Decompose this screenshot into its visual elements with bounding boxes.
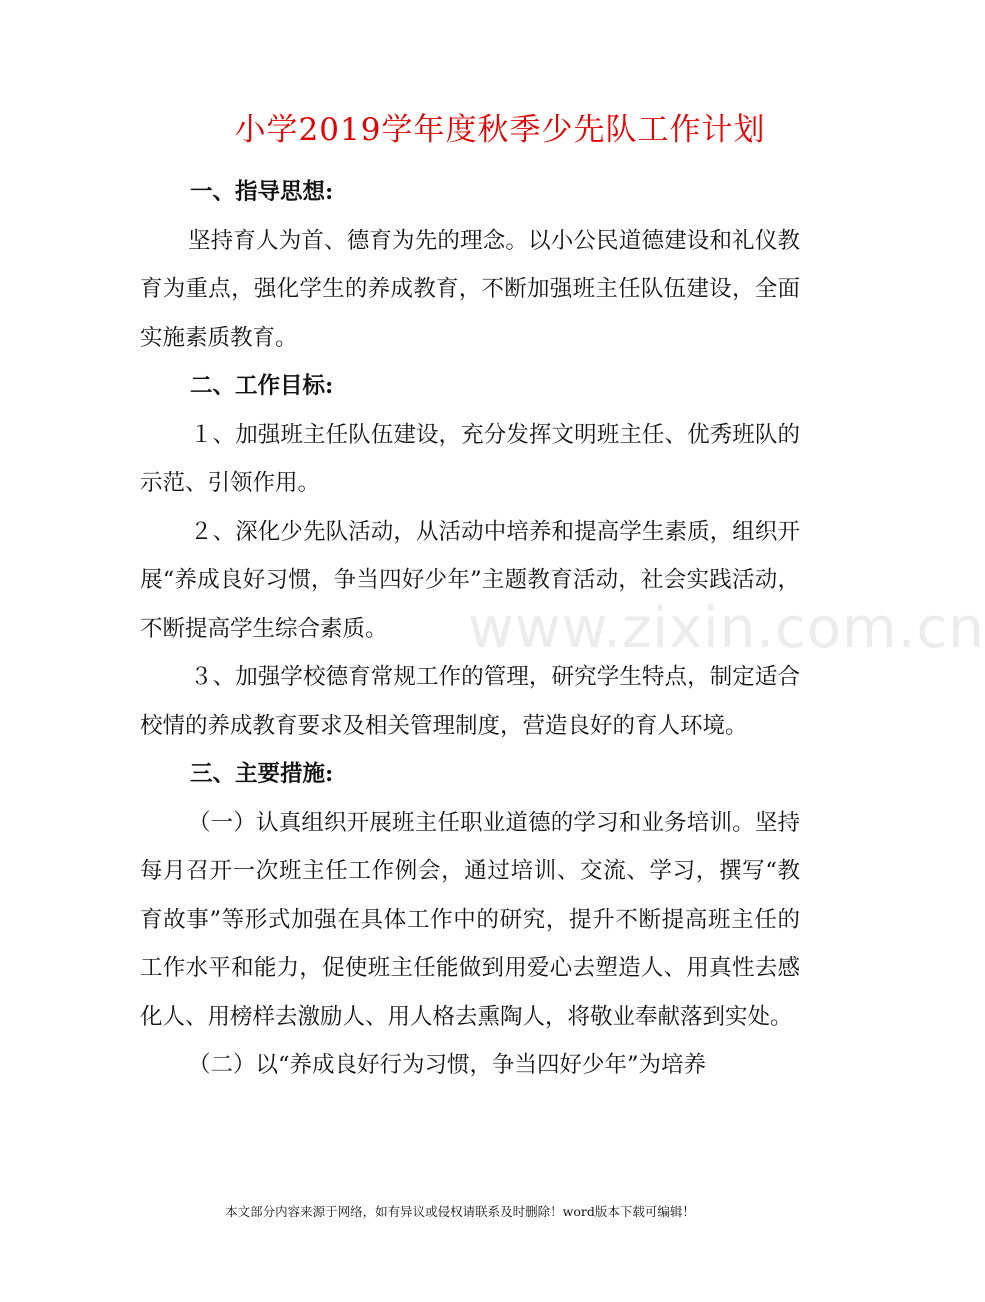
section-heading-main-measures: 三、主要措施: <box>190 761 334 787</box>
document-title: 小学2019学年度秋季少先队工作计划 <box>234 112 766 148</box>
paragraph-measure-1: （一）认真组织开展班主任职业道德的学习和业务培训。坚持每月召开一次班主任工作例会，通过培训、交流、学习，撰写“教育故事”等形式加强在具体工作中的研究，提升不断提高班主任的工作水平和能力，促使班主任能做到用爱心去塑造人、用真性去感化人、用榜样去激励人、用人格去熏陶人，将敬业奉献落到实处。 <box>140 809 800 1030</box>
watermark-text: www.zixin.com.cn <box>468 596 985 661</box>
section-heading-work-goals: 二、工作目标: <box>190 373 334 399</box>
paragraph-goal-2: ２、深化少先队活动，从活动中培养和提高学生素质，组织开展“养成良好习惯，争当四好少年”主题教育活动，社会实践活动，不断提高学生综合素质。 <box>140 518 800 642</box>
section-heading-guiding-ideology: 一、指导思想: <box>190 179 334 205</box>
page-footer: 本文部分内容来源于网络，如有异议或侵权请联系及时删除！word版本下载可编辑！ <box>225 1204 695 1219</box>
paragraph-goal-1: １、加强班主任队伍建设，充分发挥文明班主任、优秀班队的示范、引领作用。 <box>140 421 800 496</box>
paragraph-measure-2: （二）以“养成良好行为习惯，争当四好少年”为培养 <box>188 1052 707 1078</box>
paragraph-goal-3: ３、加强学校德育常规工作的管理，研究学生特点，制定适合校情的养成教育要求及相关管理制度，营造良好的育人环境。 <box>140 664 800 739</box>
paragraph-guiding-ideology: 坚持育人为首、德育为先的理念。以小公民道德建设和礼仪教育为重点，强化学生的养成教育，不断加强班主任队伍建设，全面实施素质教育。 <box>140 227 800 351</box>
